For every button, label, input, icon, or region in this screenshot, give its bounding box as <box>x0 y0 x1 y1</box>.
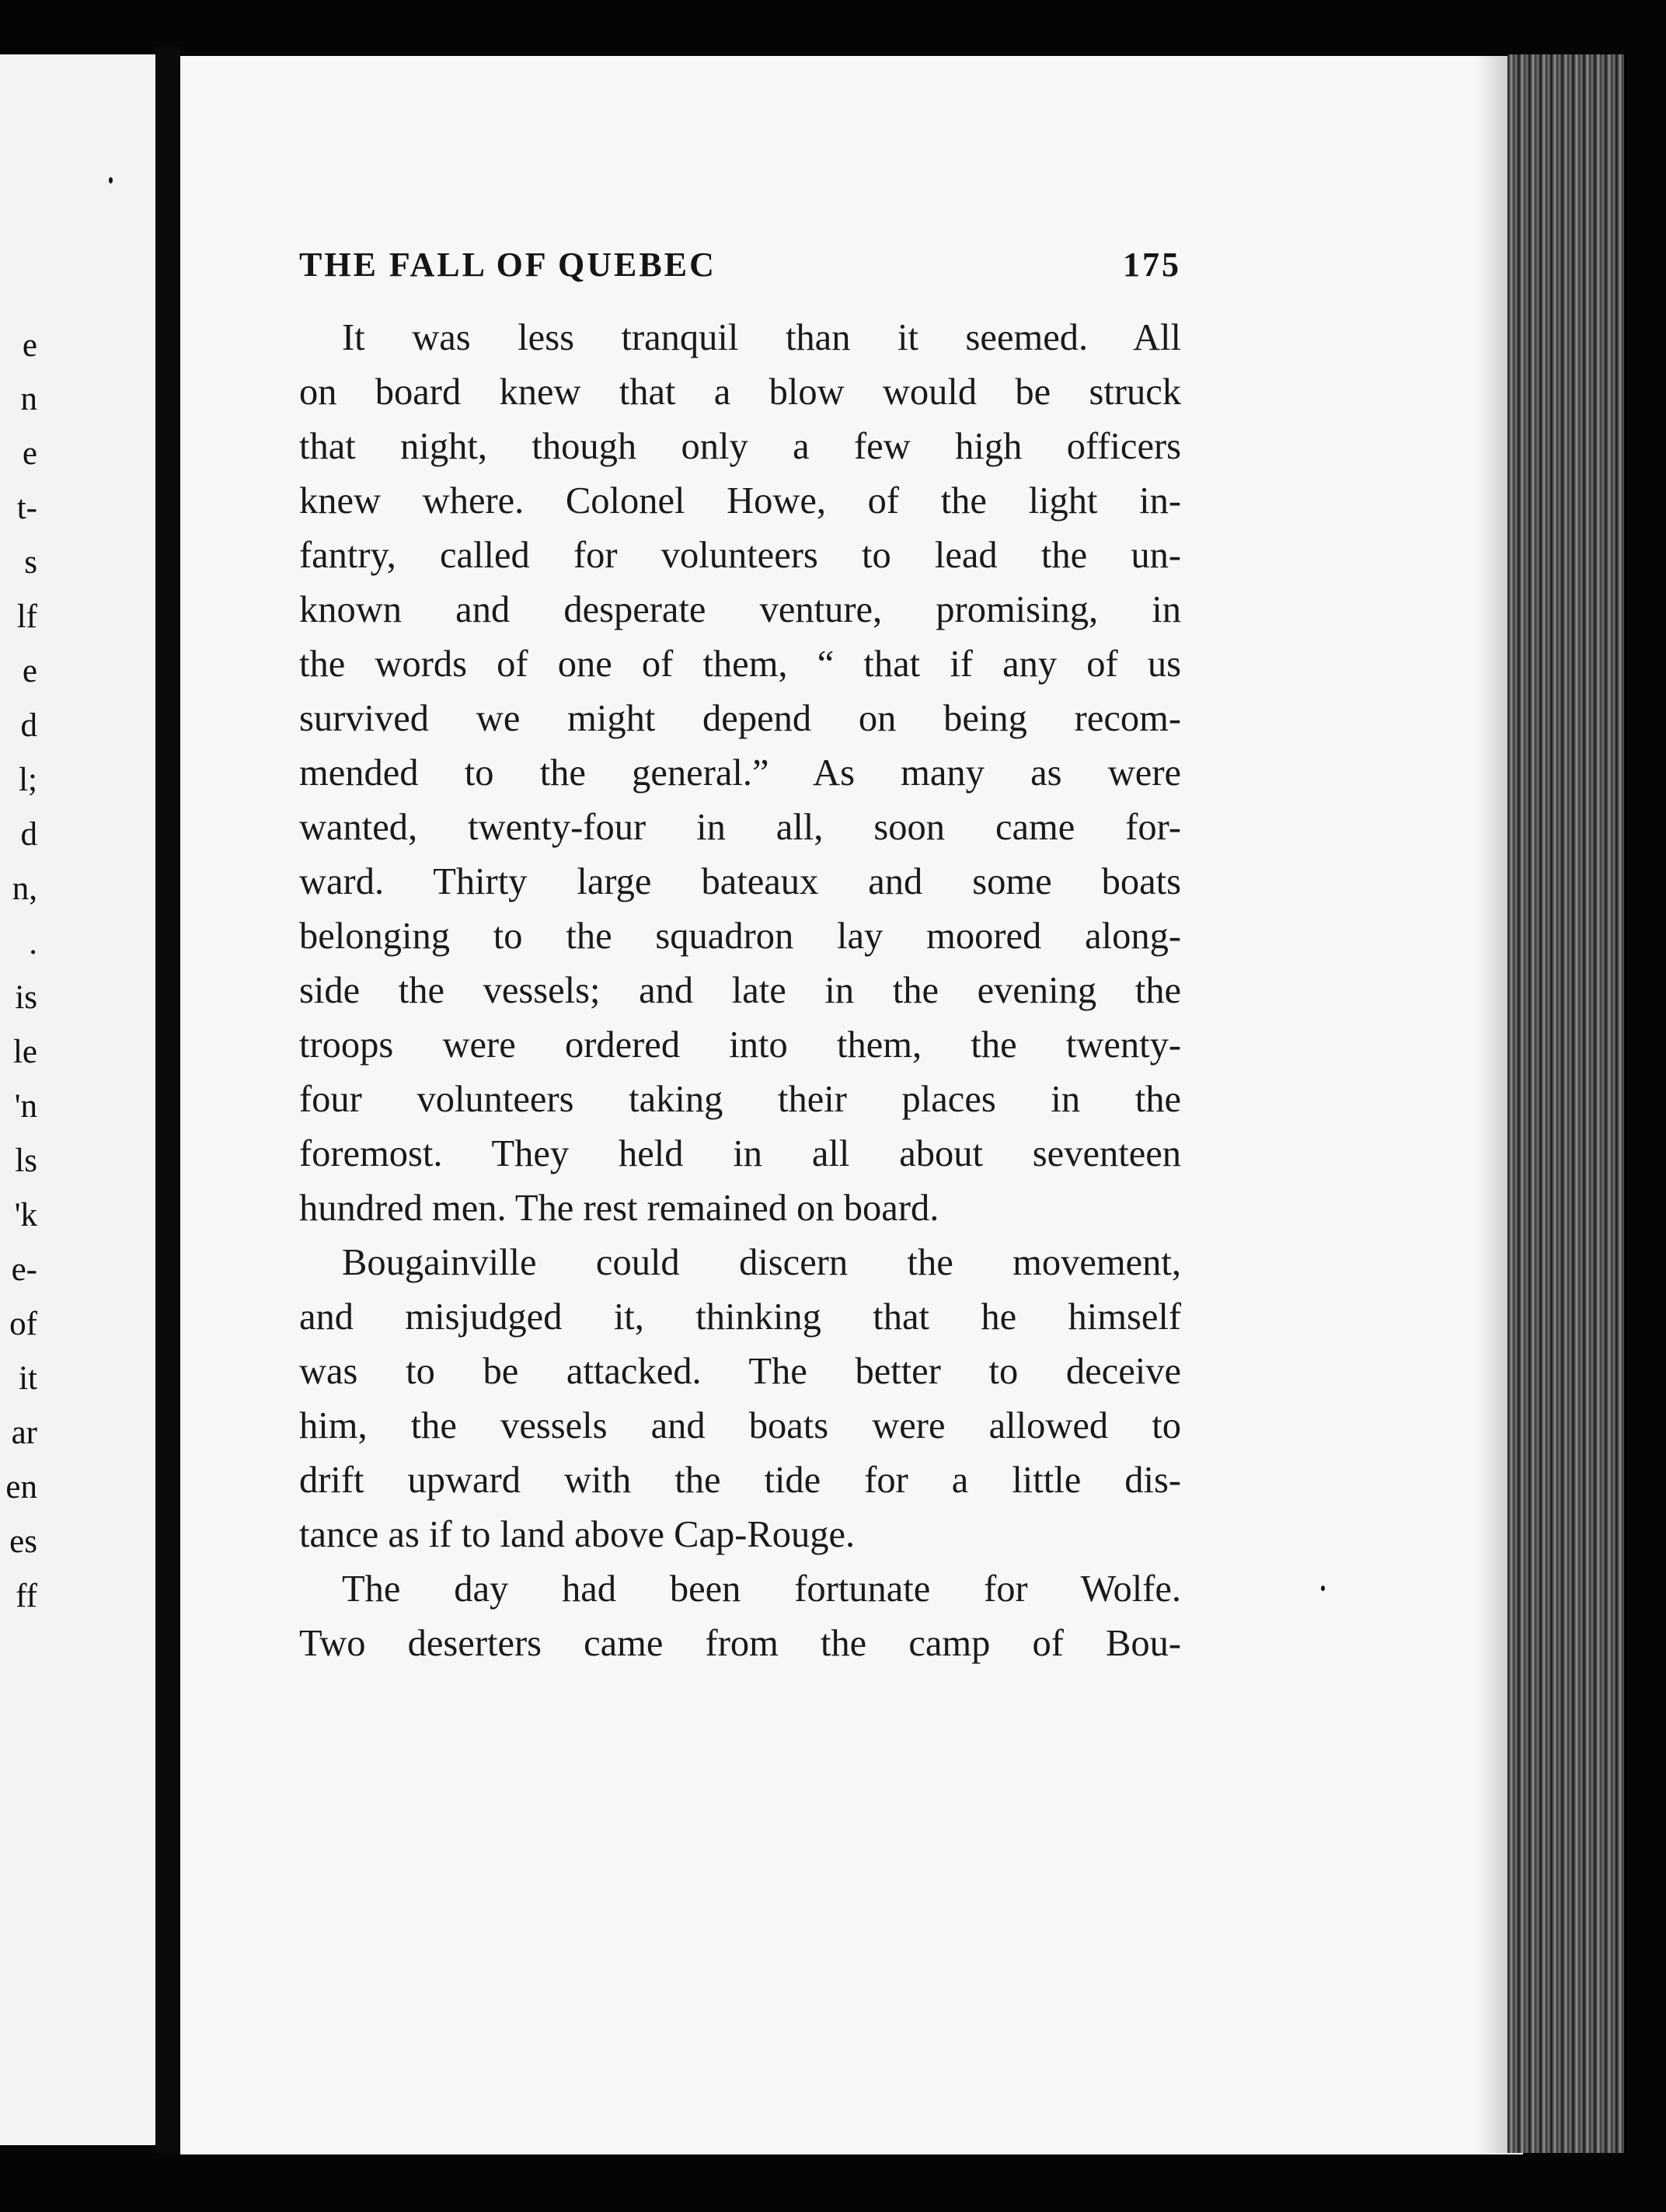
facing-page-fragment: ls <box>15 1143 37 1179</box>
text-line: wanted, twenty-four in all, soon came for- <box>299 807 1181 848</box>
scan-speck <box>109 177 113 183</box>
facing-page <box>0 54 168 2145</box>
text-line: It was less tranquil than it seemed. All <box>342 317 1181 358</box>
scan-speck <box>1321 1586 1325 1591</box>
facing-page-fragment: s <box>24 544 37 581</box>
text-line: drift upward with the tide for a little dis- <box>299 1460 1181 1501</box>
text-line: ward. Thirty large bateaux and some boats <box>299 861 1181 902</box>
page-stack-edge <box>1507 54 1624 2153</box>
running-head-title: THE FALL OF QUEBEC <box>299 246 716 284</box>
text-line: Two deserters came from the camp of Bou- <box>299 1623 1181 1664</box>
text-line: belonging to the squadron lay moored along- <box>299 916 1181 957</box>
book-gutter <box>155 47 180 2153</box>
body-text <box>299 311 1181 1671</box>
facing-page-fragment: ff <box>16 1578 37 1614</box>
text-line: troops were ordered into them, the twenty- <box>299 1024 1181 1066</box>
text-line: knew where. Colonel Howe, of the light in- <box>299 480 1181 522</box>
facing-page-fragment: es <box>9 1523 37 1560</box>
facing-page-fragment: 'k <box>14 1197 37 1233</box>
facing-page-fragment: . <box>29 925 37 961</box>
facing-page-fragment: d <box>20 816 37 853</box>
facing-page-fragment: d <box>20 707 37 744</box>
facing-page-fragment: e- <box>11 1251 37 1288</box>
text-line: hundred men. The rest remained on board. <box>299 1188 939 1229</box>
page-number: 175 <box>1123 246 1181 284</box>
text-line: foremost. They held in all about seventeen <box>299 1133 1181 1174</box>
facing-page-fragment: l; <box>19 762 37 798</box>
text-line: mended to the general.” As many as were <box>299 752 1181 794</box>
text-line: Bougainville could discern the movement, <box>342 1242 1181 1283</box>
facing-page-fragment: en <box>5 1469 37 1505</box>
text-line: survived we might depend on being recom- <box>299 698 1181 739</box>
text-line: on board knew that a blow would be struck <box>299 372 1181 413</box>
facing-page-fragment: e <box>22 653 37 689</box>
text-line: known and desperate venture, promising, in <box>299 589 1181 630</box>
text-line: the words of one of them, “ that if any of us <box>299 644 1181 685</box>
text-line: him, the vessels and boats were allowed to <box>299 1405 1181 1446</box>
running-head <box>299 245 1181 291</box>
facing-page-fragment: ar <box>11 1415 37 1451</box>
text-line: side the vessels; and late in the evening the <box>299 970 1181 1011</box>
facing-page-fragment: is <box>15 979 37 1016</box>
facing-page-fragment: lf <box>16 598 37 635</box>
facing-page-fragment: t- <box>16 490 37 526</box>
facing-page-fragment: it <box>19 1360 37 1397</box>
text-line: fantry, called for volunteers to lead the un- <box>299 535 1181 576</box>
text-line: four volunteers taking their places in the <box>299 1079 1181 1120</box>
facing-page-fragment: e <box>22 435 37 472</box>
facing-page-fragment: 'n <box>14 1088 37 1125</box>
facing-page-fragment: n <box>20 381 37 417</box>
facing-page-fragment: of <box>9 1306 37 1342</box>
text-line: that night, though only a few high officers <box>299 426 1181 467</box>
text-line: The day had been fortunate for Wolfe. <box>342 1568 1181 1610</box>
text-line: tance as if to land above Cap-Rouge. <box>299 1514 856 1555</box>
text-line: and misjudged it, thinking that he himself <box>299 1296 1181 1338</box>
facing-page-fragment: e <box>22 327 37 364</box>
facing-page-fragment: le <box>12 1034 37 1070</box>
facing-page-fragment: n, <box>12 870 37 907</box>
text-line: was to be attacked. The better to deceive <box>299 1351 1181 1392</box>
